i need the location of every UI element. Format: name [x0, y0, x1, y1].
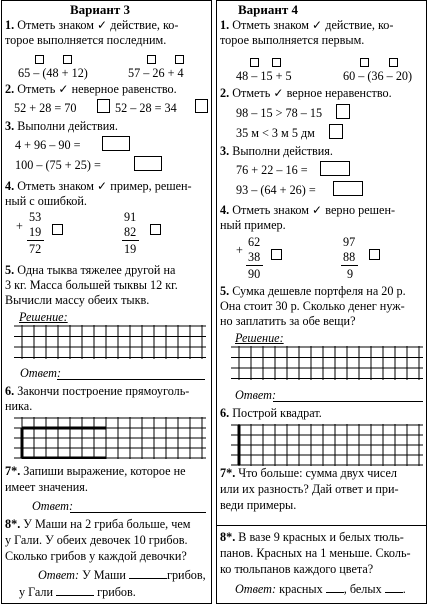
- task-1-text-line-2: торое выполняется первым.: [220, 33, 365, 47]
- task-5-text-line-1: 5. Одна тыква тяжелее другой на: [5, 263, 176, 277]
- task-4-text-line-1: 4. Отметь знаком ✓ пример, решен-: [5, 179, 192, 193]
- answer-blank-galya[interactable]: [56, 585, 94, 596]
- column-l4-b-mid: 82: [124, 225, 137, 239]
- checkbox-l1-op2[interactable]: [63, 55, 72, 64]
- checkbox-r2-a[interactable]: [336, 104, 350, 119]
- task-7-text-line-2: или их разность? Дай ответ и при-: [220, 482, 399, 496]
- task-5-text-line-3: но заплатить за обе вещи?: [220, 314, 356, 328]
- column-r4-a-result: 90: [248, 267, 261, 281]
- answer-line-l7[interactable]: [70, 512, 206, 513]
- task-1-text-line-1: 1. Отметь знаком ✓ действие, ко-: [5, 18, 179, 32]
- solution-grid-r5[interactable]: [231, 346, 423, 380]
- expression-r3-b: 93 – (64 + 26) =: [236, 183, 316, 197]
- variant-4-column: [216, 0, 427, 604]
- answer-blank-white[interactable]: [385, 582, 403, 593]
- expression-l1-b: 57 – 26 + 4: [128, 66, 184, 80]
- answer-line-l8-a: Ответ: У Маши грибов,: [38, 568, 206, 582]
- variant-4-title: Вариант 4: [238, 2, 299, 17]
- column-l4-a-result: 72: [29, 242, 42, 256]
- answer-blank-red[interactable]: [326, 582, 344, 593]
- inequality-r2-b: 35 м < 3 м 5 дм: [236, 126, 315, 140]
- task-8-text-line-2: панов. Красных на 1 меньше. Сколь-: [220, 546, 411, 560]
- column-r4-a-sign: +: [236, 243, 243, 257]
- section-divider: [217, 525, 426, 526]
- column-r4-a-top: 62: [248, 235, 261, 249]
- task-1-text-line-2: торое выполняется последним.: [5, 33, 167, 47]
- expression-r3-a: 76 + 22 – 16 =: [236, 163, 308, 177]
- task-4-text-line-2: ный с ошибкой.: [5, 194, 87, 208]
- checkbox-l4-a[interactable]: [52, 224, 63, 235]
- checkbox-r1-op2[interactable]: [272, 58, 281, 67]
- column-l4-a-top: 53: [29, 210, 42, 224]
- equality-l2-b: 52 – 28 = 34: [115, 101, 177, 115]
- checkbox-l2-b[interactable]: [195, 99, 208, 113]
- answer-blank-masha[interactable]: [129, 568, 167, 579]
- column-l4-b-result: 19: [124, 242, 137, 256]
- task-7-text-line-2: имеет значения.: [5, 480, 88, 494]
- answer-line-r5[interactable]: [273, 401, 423, 402]
- task-8-text-line-3: Сколько грибов у каждой девочки?: [5, 549, 187, 563]
- task-6-text-line-2: ника.: [5, 399, 33, 413]
- column-r4-b-result: 9: [347, 267, 354, 281]
- task-7-text-line-3: веди примеры.: [220, 498, 297, 512]
- checkbox-r1-op1[interactable]: [250, 58, 259, 67]
- task-5-text-line-3: Вычисли массу обеих тыкв.: [5, 293, 150, 307]
- drawing-grid-l6[interactable]: [14, 417, 206, 459]
- task-8-text-line-1: 8*. У Маши на 2 гриба больше, чем: [5, 517, 191, 531]
- answer-box-l3-a[interactable]: [102, 136, 130, 151]
- task-4-text-line-2: ный пример.: [220, 218, 286, 232]
- checkbox-l1-op1[interactable]: [35, 55, 44, 64]
- column-l4-b-top: 91: [124, 210, 137, 224]
- drawing-grid-r6[interactable]: [231, 424, 423, 466]
- checkbox-r4-a[interactable]: [271, 249, 282, 260]
- variant-3-title: Вариант 3: [70, 2, 131, 17]
- checkbox-l2-a[interactable]: [97, 99, 110, 113]
- solution-grid-l5[interactable]: [14, 325, 206, 359]
- expression-l1-a: 65 – (48 + 12): [18, 66, 88, 80]
- expression-r1-b: 60 – (36 – 20): [343, 69, 413, 83]
- answer-label-r5: Ответ:: [235, 388, 277, 402]
- task-8-text-line-1: 8*. В вазе 9 красных и белых тюль-: [220, 530, 404, 544]
- column-r4-b-mid: 88: [343, 250, 356, 264]
- checkbox-r4-b[interactable]: [369, 249, 380, 260]
- expression-l3-b: 100 – (75 + 25) =: [15, 158, 101, 172]
- answer-line-l5[interactable]: [57, 379, 205, 380]
- task-6-text-line-1: 6. Закончи построение прямоуголь-: [5, 384, 190, 398]
- checkbox-r1-op3[interactable]: [360, 58, 369, 67]
- task-5-text-line-1: 5. Сумка дешевле портфеля на 20 р.: [220, 284, 406, 298]
- task-2-text: 2. Отметь ✓ верное неравенство.: [220, 86, 392, 100]
- answer-label-l7: Ответ:: [32, 499, 74, 513]
- task-3-text: 3. Выполни действия.: [5, 119, 118, 133]
- task-7-text-line-1: 7*. Что больше: сумма двух чисел: [220, 466, 397, 480]
- task-5-text-line-2: Она стоит 30 р. Сколько денег нуж-: [220, 299, 405, 313]
- equality-l2-a: 52 + 28 = 70: [14, 101, 77, 115]
- task-4-text-line-1: 4. Отметь знаком ✓ верно решен-: [220, 203, 396, 217]
- answer-box-r3-a[interactable]: [320, 161, 350, 176]
- answer-box-l3-b[interactable]: [134, 156, 162, 171]
- task-3-text: 3. Выполни действия.: [220, 144, 333, 158]
- expression-l3-a: 4 + 96 – 90 =: [15, 138, 81, 152]
- answer-line-l8-b: у Гали грибов.: [19, 585, 136, 599]
- solution-label-l5: Решение:: [19, 310, 68, 324]
- checkbox-l1-op4[interactable]: [175, 55, 184, 64]
- column-l4-a-sign: +: [16, 219, 23, 233]
- column-r4-b-top: 97: [343, 235, 356, 249]
- solution-label-r5: Решение:: [235, 331, 284, 345]
- checkbox-r1-op4[interactable]: [389, 58, 398, 67]
- checkbox-l1-op3[interactable]: [147, 55, 156, 64]
- inequality-r2-a: 98 – 15 > 78 – 15: [236, 106, 323, 120]
- checkbox-r2-b[interactable]: [329, 124, 343, 139]
- task-8-text-line-3: ко тюльпанов каждого цвета?: [220, 562, 374, 576]
- task-7-text-line-1: 7*. Запиши выражение, которое не: [5, 464, 186, 478]
- task-6-text: 6. Построй квадрат.: [220, 406, 322, 420]
- variant-3-column: [1, 0, 212, 604]
- task-5-text-line-2: 3 кг. Масса большей тыквы 12 кг.: [5, 278, 178, 292]
- task-8-text-line-2: у Гали. У обеих девочек 10 грибов.: [5, 533, 188, 547]
- column-l4-a-mid: 19: [29, 225, 42, 239]
- column-r4-a-mid: 38: [248, 250, 261, 264]
- task-2-text: 2. Отметь ✓ неверное равенство.: [5, 82, 177, 96]
- expression-r1-a: 48 – 15 + 5: [236, 69, 292, 83]
- task-1-text-line-1: 1. Отметь знаком ✓ действие, ко-: [220, 18, 394, 32]
- answer-box-r3-b[interactable]: [333, 181, 363, 196]
- checkbox-l4-b[interactable]: [150, 224, 161, 235]
- answer-label-l5: Ответ:: [20, 366, 62, 380]
- answer-line-r8: Ответ: красных , белых .: [235, 582, 406, 596]
- rectangle-start-lines: [22, 428, 106, 458]
